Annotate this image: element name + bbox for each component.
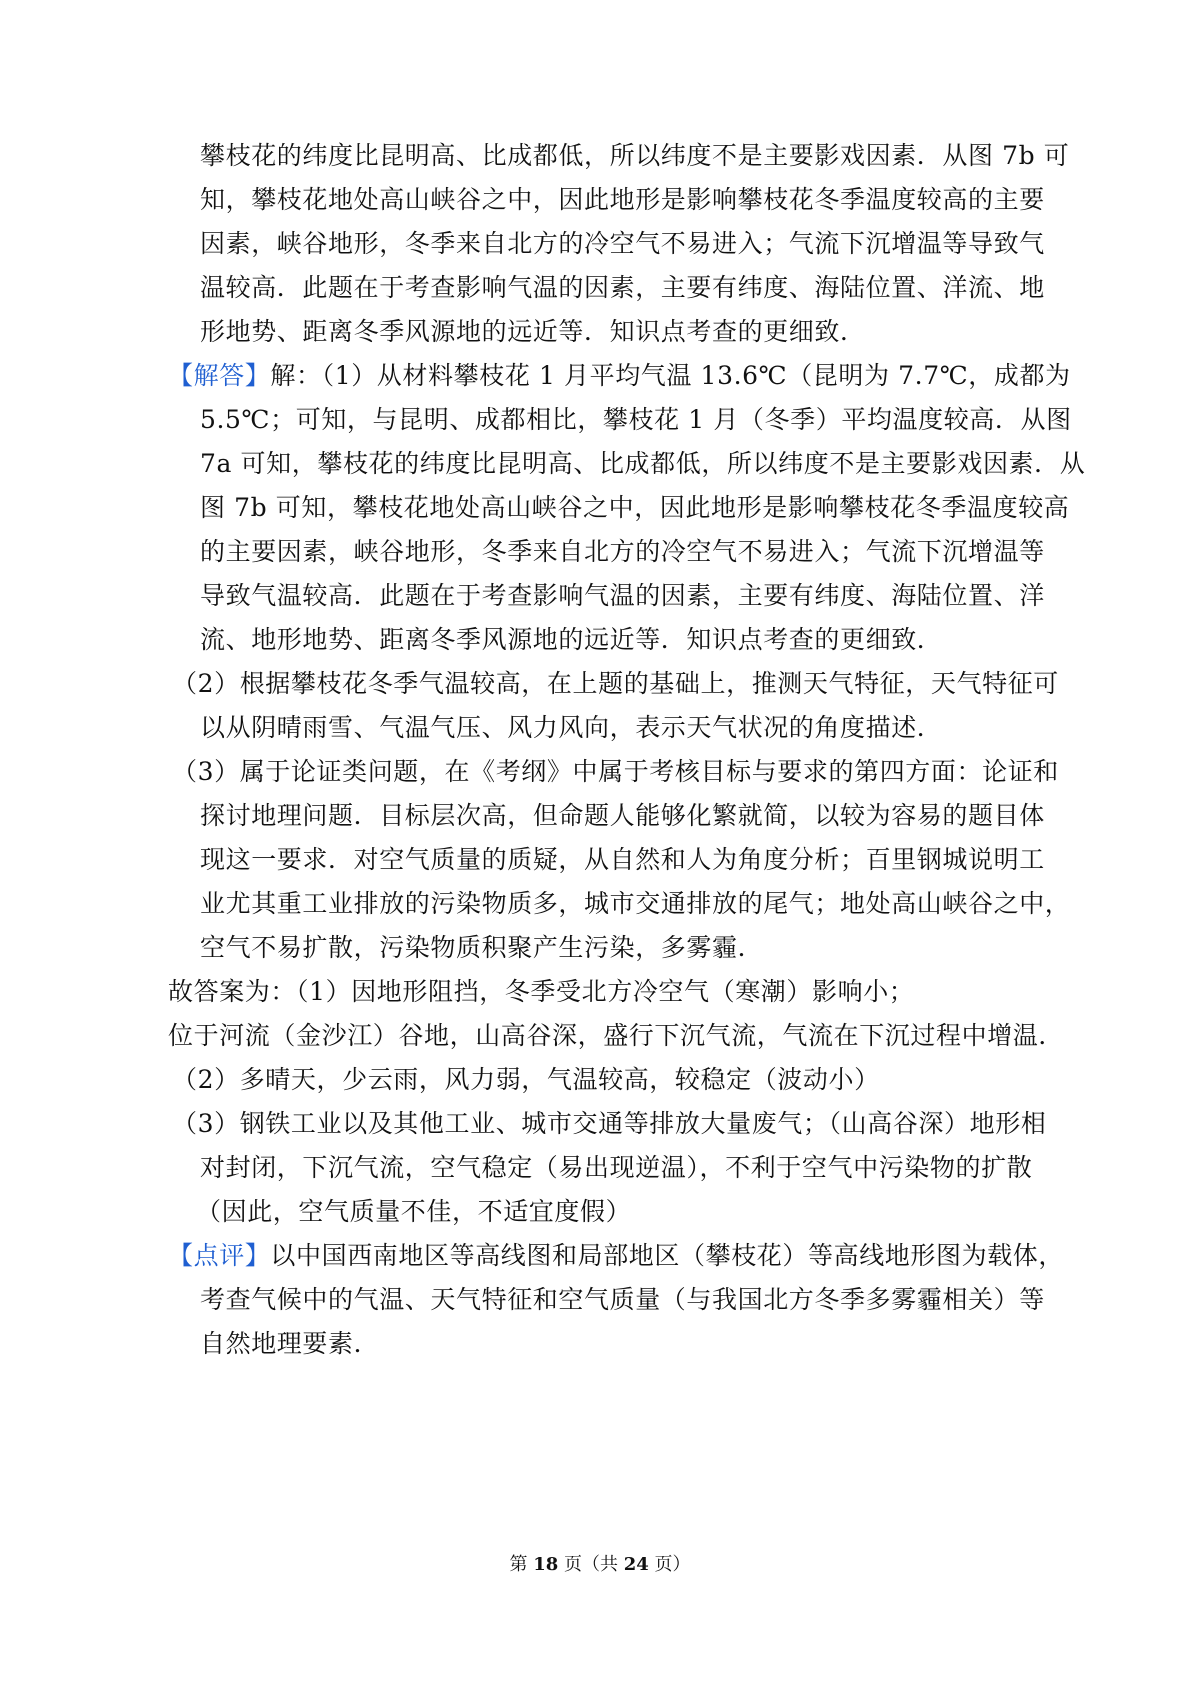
footer-prefix: 第 bbox=[509, 1554, 528, 1575]
solution-part3-line: 业尤其重工业排放的污染物质多，城市交通排放的尾气；地处高山峡谷之中， bbox=[200, 889, 1071, 918]
comment-first-line bbox=[168, 1234, 1200, 1278]
solution-line: 7a 可知，攀枝花的纬度比昆明高、比成都低，所以纬度不是主要影戏因素．从 bbox=[200, 449, 1086, 478]
solution-tag: 【解答】 bbox=[168, 361, 271, 390]
solution-part2-line: （2）根据攀枝花冬季气温较高，在上题的基础上，推测天气特征，天气特征可 bbox=[172, 669, 1059, 698]
comment-tag: 【点评】 bbox=[168, 1241, 271, 1270]
footer-middle: 页（共 bbox=[564, 1554, 618, 1575]
solution-first-text: 解：（1）从材料攀枝花 1 月平均气温 13.6℃（昆明为 7.7℃，成都为 bbox=[270, 361, 1071, 390]
solution-part3-line: 探讨地理问题．目标层次高，但命题人能够化繁就简，以较为容易的题目体 bbox=[200, 801, 1045, 830]
solution-part2-line: 以从阴晴雨雪、气温气压、风力风向，表示天气状况的角度描述． bbox=[200, 713, 943, 742]
solution-part3-line: 空气不易扩散，污染物质积聚产生污染，多雾霾． bbox=[200, 933, 764, 962]
solution-first-line bbox=[168, 354, 1200, 398]
analysis-line: 攀枝花的纬度比昆明高、比成都低，所以纬度不是主要影戏因素．从图 7b 可 bbox=[200, 141, 1070, 170]
solution-line: 导致气温较高．此题在于考查影响气温的因素，主要有纬度、海陆位置、洋 bbox=[200, 581, 1045, 610]
analysis-line: 因素，峡谷地形，冬季来自北方的冷空气不易进入；气流下沉增温等导致气 bbox=[200, 229, 1045, 258]
solution-part3-line: 现这一要求．对空气质量的质疑，从自然和人为角度分析；百里钢城说明工 bbox=[200, 845, 1045, 874]
footer-suffix: 页） bbox=[654, 1554, 691, 1575]
answer-part3-line: 对封闭，下沉气流，空气稳定（易出现逆温），不利于空气中污染物的扩散 bbox=[200, 1153, 1033, 1182]
comment-line: 考查气候中的气温、天气特征和空气质量（与我国北方冬季多雾霾相关）等 bbox=[200, 1285, 1045, 1314]
analysis-line: 形地势、距离冬季风源地的远近等．知识点考查的更细致． bbox=[200, 317, 866, 346]
solution-line: 图 7b 可知，攀枝花地处高山峡谷之中，因此地形是影响攀枝花冬季温度较高 bbox=[200, 493, 1070, 522]
page-footer bbox=[0, 1553, 1200, 1577]
answer-line: 故答案为：（1）因地形阻挡，冬季受北方冷空气（寒潮）影响小； bbox=[168, 977, 915, 1006]
solution-line: 5.5℃；可知，与昆明、成都相比，攀枝花 1 月（冬季）平均温度较高．从图 bbox=[200, 405, 1072, 434]
solution-line: 流、地形地势、距离冬季风源地的远近等．知识点考查的更细致． bbox=[200, 625, 943, 654]
answer-part3-line: （因此，空气质量不佳，不适宜度假） bbox=[196, 1197, 632, 1226]
solution-line: 的主要因素，峡谷地形，冬季来自北方的冷空气不易进入；气流下沉增温等 bbox=[200, 537, 1045, 566]
answer-part2-line: （2）多晴天，少云雨，风力弱，气温较高，较稳定（波动小） bbox=[172, 1065, 880, 1094]
analysis-line: 温较高．此题在于考查影响气温的因素，主要有纬度、海陆位置、洋流、地 bbox=[200, 273, 1045, 302]
comment-line: 自然地理要素． bbox=[200, 1329, 380, 1358]
answer-line: 位于河流（金沙江）谷地，山高谷深，盛行下沉气流，气流在下沉过程中增温． bbox=[168, 1021, 1065, 1050]
analysis-line: 知，攀枝花地处高山峡谷之中，因此地形是影响攀枝花冬季温度较高的主要 bbox=[200, 185, 1045, 214]
answer-part3-line: （3）钢铁工业以及其他工业、城市交通等排放大量废气；（山高谷深）地形相 bbox=[172, 1109, 1047, 1138]
footer-page-number: 18 bbox=[533, 1554, 559, 1575]
footer-total-pages: 24 bbox=[623, 1554, 649, 1575]
comment-first-text: 以中国西南地区等高线图和局部地区（攀枝花）等高线地形图为载体， bbox=[270, 1241, 1065, 1270]
solution-part3-line: （3）属于论证类问题，在《考纲》中属于考核目标与要求的第四方面：论证和 bbox=[172, 757, 1059, 786]
